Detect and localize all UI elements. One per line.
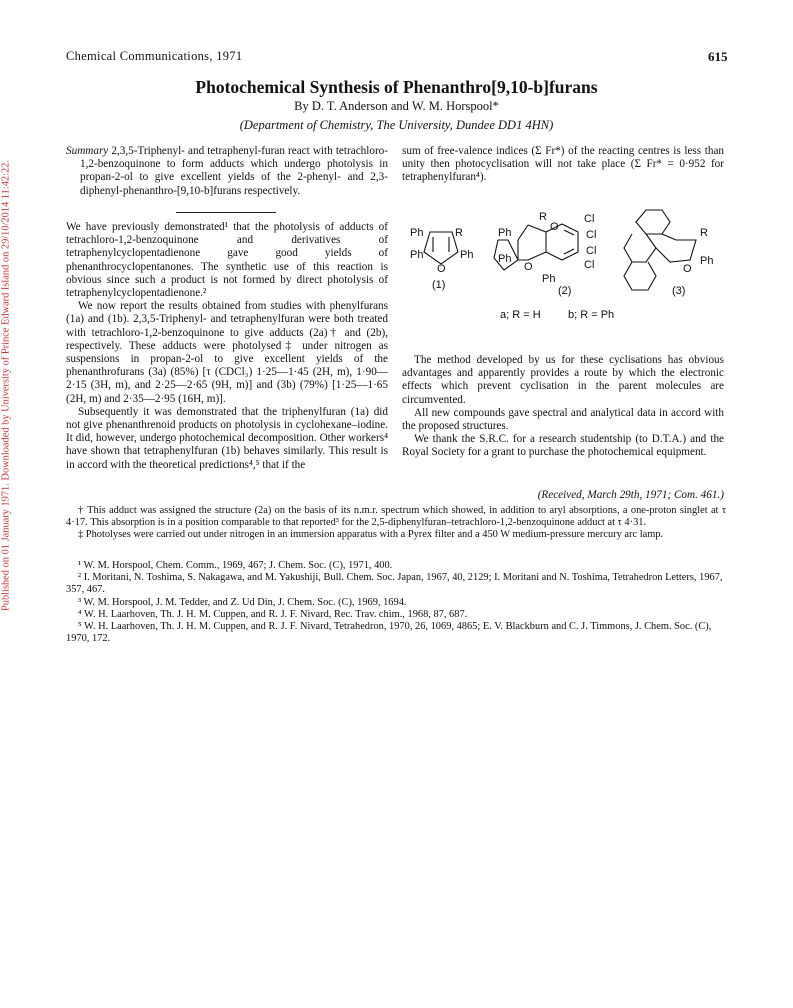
legend-a: a; R = H <box>500 309 541 321</box>
o-label: O <box>524 261 533 273</box>
paragraph: We have previously demonstrated¹ that the photolysis of adducts of tetrachloro-1,2-benzoquinone and derivatives of tetraphenylcyclopentadienone gave good yields of phenanthrocyclopentanones. The synthetic use of this reaction is obvious since such a product is not formed by direct photolysis of tetraphenylcyclopentadienone.² <box>66 221 388 300</box>
cl-label: Cl <box>586 229 597 241</box>
download-note: Published on 01 January 1971. Downloaded by University of Prince Edward Island on 29/10/2014 11:42:22. <box>0 160 12 611</box>
paragraph: We thank the S.R.C. for a research studentship (to D.T.A.) and the Royal Society for a grant to purchase the photochemical equipment. <box>402 433 724 459</box>
paragraph: We now report the results obtained from studies with phenylfurans (1a) and (1b). 2,3,5-Triphenyl- and tetraphenylfuran were both treated with tetrachloro-1,2-benzoquinone to give adducts (2a)† and (2b), respectively. These adducts were photolysed‡ under nitrogen as suspensions in propan-2-ol to give excellent yields of the phenanthrofurans (3a) (85%) [τ (CDCl₃) 1·25—1·45 (2H, m), 1·90—2·15 (3H, m), and 2·25—2·65 (9H, m)] and (3b) (79%) [1·25—1·65 (2H, m) and 2·35—2·95 (16H, m)]. <box>66 300 388 405</box>
legend-b: b; R = Ph <box>568 309 615 321</box>
right-column-body <box>402 354 724 460</box>
compound-number: (1) <box>432 279 446 291</box>
summary-block <box>66 145 388 198</box>
reference: ³ W. M. Horspool, J. M. Tedder, and Z. Ud Din, J. Chem. Soc. (C), 1969, 1694. <box>78 596 407 608</box>
o-label: O <box>437 263 446 275</box>
ph-label: Ph <box>460 249 474 261</box>
paragraph: sum of free-valence indices (Σ Fr*) of the reacting centres is less than unity then photocyclisation will not take place (Σ Fr* = 0·952 for tetraphenylfuran⁴). <box>402 145 724 184</box>
paragraph: Subsequently it was demonstrated that the triphenylfuran (1a) did not give phenanthrenoid products on photolysis in cyclohexane–iodine. It did, however, undergo photochemical decomposition. Other workers⁴ have shown that tetraphenylfuran (1b) behaves similarly. This result is in accord with the theoretical predictions⁴,⁵ that if the <box>66 405 388 471</box>
cl-label: Cl <box>584 259 595 271</box>
o-label: O <box>683 263 692 275</box>
download-watermark <box>0 150 16 630</box>
page-number: 615 <box>708 49 728 64</box>
compound-number: (2) <box>558 285 572 297</box>
reference: ⁵ W. H. Laarhoven, Th. J. H. M. Cuppen, and R. J. F. Nivard, Tetrahedron, 1970, 26, 1069, 4865; E. V. Blackburn and C. J. Timmons, J. Chem. Soc. (C), 1970, 172. <box>66 621 712 645</box>
received-date: (Received, March 29th, 1971; Com. 461.) <box>537 489 724 501</box>
footnote: ‡ Photolyses were carried out under nitrogen in an immersion apparatus with a Pyrex filter and a 450 W medium-pressure mercury arc lamp. <box>78 529 664 541</box>
paragraph: All new compounds gave spectral and analytical data in accord with the proposed structures. <box>402 406 724 433</box>
ph-label: Ph <box>410 249 424 261</box>
article-title: Photochemical Synthesis of Phenanthro[9,10-b]furans <box>195 77 598 97</box>
compound-number: (3) <box>672 285 686 297</box>
reference: ⁴ W. H. Laarhoven, Th. J. H. M. Cuppen, and R. J. F. Nivard, Rec. Trav. chim., 1968, 87, 687. <box>78 608 468 620</box>
o-label: O <box>550 221 559 233</box>
ph-label: Ph <box>542 273 556 285</box>
ph-label: Ph <box>700 255 714 267</box>
summary-divider <box>176 212 276 213</box>
footnotes <box>66 505 726 542</box>
affiliation: (Department of Chemistry, The University, Dundee DD1 4HN) <box>239 118 554 132</box>
r-label: R <box>455 227 463 239</box>
footnote: † This adduct was assigned the structure (2a) on the basis of its n.m.r. spectrum which showed, in addition to aryl absorptions, a one-proton singlet at τ 4·17. This absorption is in a position comparable to that reported³ for the 2,5-diphenylfuran–tetrachloro-1,2-benzoquinone adduct at τ 4·31. <box>66 505 726 529</box>
references <box>66 560 726 645</box>
authors: By D. T. Anderson and W. M. Horspool* <box>294 99 499 113</box>
journal-header: Chemical Communications, 1971 <box>66 49 243 63</box>
r-label: R <box>700 227 708 239</box>
ph-label: Ph <box>498 253 512 265</box>
summary-label: Summary <box>66 145 109 157</box>
reference: ¹ W. M. Horspool, Chem. Comm., 1969, 467; J. Chem. Soc. (C), 1971, 400. <box>78 560 393 571</box>
cl-label: Cl <box>586 245 597 257</box>
left-column-body <box>66 221 388 472</box>
chemical-scheme <box>400 200 730 330</box>
r-label: R <box>539 211 547 223</box>
ph-label: Ph <box>410 227 424 239</box>
summary-text: 2,3,5-Triphenyl- and tetraphenyl-furan react with tetrachloro-1,2-benzoquinone to form adducts which undergo photolysis in propan-2-ol to give excellent yields of the 2-phenyl- and 2,3-diphenyl-phenanthro-[9,10-b]furans respectively. <box>80 145 388 197</box>
cl-label: Cl <box>584 213 595 225</box>
ph-label: Ph <box>498 227 512 239</box>
reference: ² I. Moritani, N. Toshima, S. Nakagawa, and M. Yakushiji, Bull. Chem. Soc. Japan, 1967, 40, 2129; I. Moritani and N. Toshima, Tetrahedron Letters, 1967, 357, 467. <box>66 572 723 596</box>
right-column-top <box>402 145 724 185</box>
paragraph: The method developed by us for these cyclisations has obvious advantages and apparently provides a route by which the electronic effects which prevent cyclisation in the parent molecules are circumvented. <box>402 354 724 406</box>
